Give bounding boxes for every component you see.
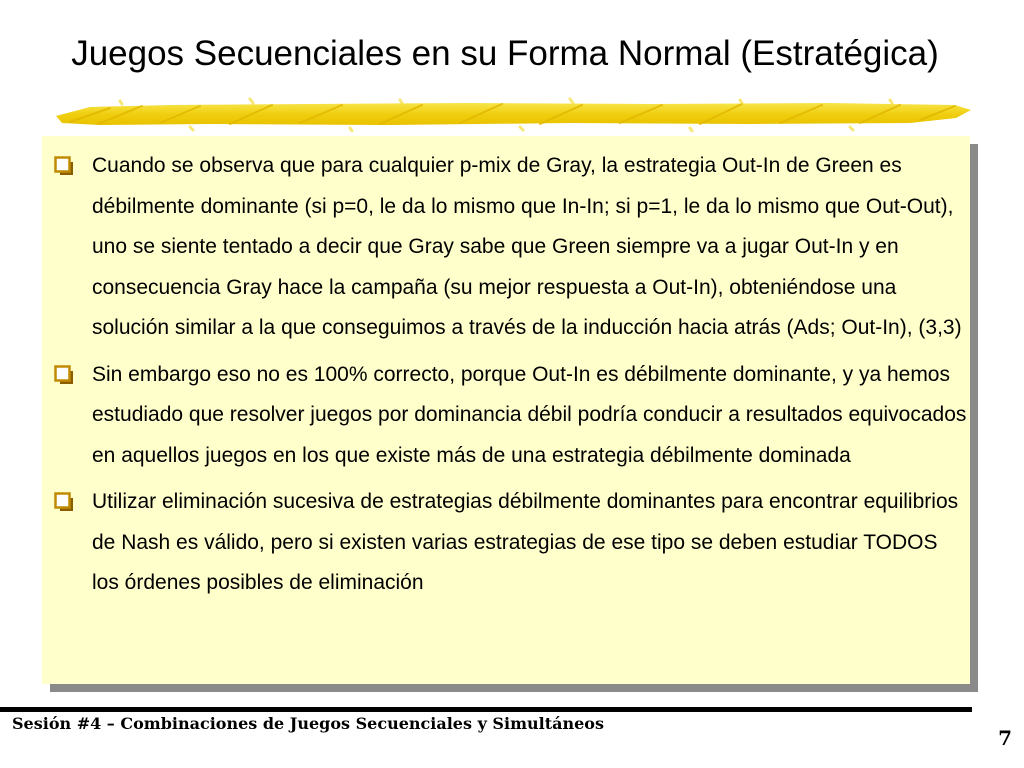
bullet-item xyxy=(52,355,967,477)
bullet-text: Cuando se observa que para cualquier p-mix de Gray, la estrategia Out-In de Green es débilmente dominante (si p=0, le da lo mismo que In-In; si p=1, le da lo mismo que Out-Out), uno se siente tentado a decir que Gray sabe que Green siempre va a jugar Out-In y en consecuencia Gray hace la campaña (su mejor respuesta a Out-In), obteniéndose una solución similar a la que conseguimos a través de la inducción hacia atrás (Ads; Out-In), (3,3) xyxy=(92,154,962,339)
checkbox-icon xyxy=(54,156,74,176)
footer-session-text: Sesión #4 – Combinaciones de Juegos Secuenciales y Simultáneos xyxy=(12,714,604,733)
bullet-text: Utilizar eliminación sucesiva de estrategias débilmente dominantes para encontrar equilibrios de Nash es válido, pero si existen varias estrategias de ese tipo se deben estudiar TODOS los órdenes posibles de eliminación xyxy=(92,490,959,594)
checkbox-icon xyxy=(54,365,74,385)
bullet-text: Sin embargo eso no es 100% correcto, porque Out-In es débilmente dominante, y ya hemos estudiado que resolver juegos por dominancia débil podría conducir a resultados equivocados en aquellos juegos en los que existe más de una estrategia débilmente dominada xyxy=(92,362,967,467)
page-number: 7 xyxy=(998,726,1012,750)
slide-title: Juegos Secuenciales en su Forma Normal (Estratégica) xyxy=(71,34,939,73)
bullet-item xyxy=(52,146,967,349)
footer-rule xyxy=(0,707,972,712)
bullet-list xyxy=(52,146,967,610)
checkbox-icon xyxy=(54,492,74,512)
bullet-item xyxy=(52,482,967,604)
highlighter-underline xyxy=(50,96,975,132)
